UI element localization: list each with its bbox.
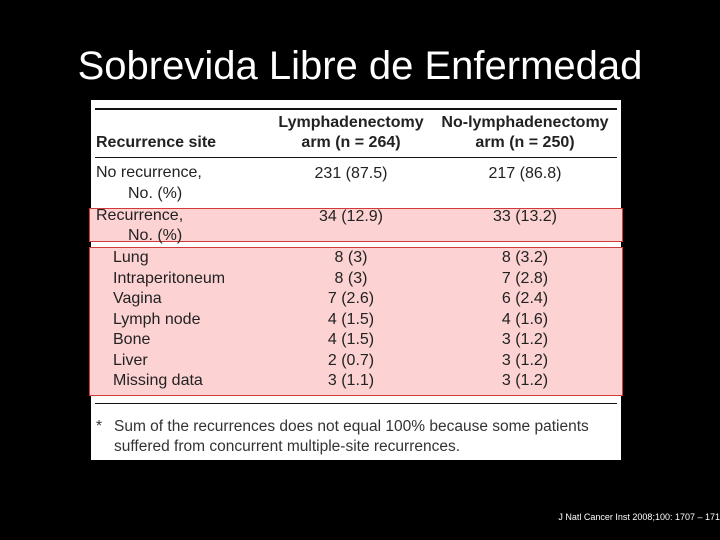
site-lymph-value: 8 (3): [334, 249, 368, 266]
header-recurrence-site: Recurrence site: [96, 134, 217, 151]
header-bottom-rule: [95, 157, 617, 158]
site-lymph-value: 8 (3): [334, 269, 368, 287]
site-lymph-value: 4 (1.5): [327, 331, 375, 348]
recurrence-label: Recurrence,: [96, 207, 184, 224]
site-label: Liver: [113, 351, 148, 369]
recurrence-lymph-value: 34 (12.9): [318, 208, 384, 225]
site-nolymph-value: 3 (1.2): [501, 331, 549, 348]
site-lymph-value: 2 (0.7): [327, 351, 375, 369]
site-nolymph-value: 3 (1.2): [501, 351, 549, 369]
no-recurrence-nolymph-value: 217 (86.8): [488, 165, 562, 182]
site-nolymph-value: 7 (2.8): [501, 269, 549, 287]
site-label: Missing data: [113, 372, 203, 389]
table-bottom-rule: [95, 403, 617, 404]
site-nolymph-value: 8 (3.2): [501, 249, 549, 266]
site-nolymph-value: 3 (1.2): [501, 372, 549, 389]
site-lymph-value: 7 (2.6): [327, 290, 375, 307]
recurrence-sublabel: No. (%): [128, 227, 183, 244]
site-nolymph-value: 4 (1.6): [501, 310, 549, 328]
no-recurrence-sublabel: No. (%): [128, 185, 183, 202]
footnote-text: Sum of the recurrences does not equal 100% because some patients suffered from concurrent multiple-site recurrences.: [114, 418, 589, 455]
recurrence-table-card: [91, 100, 621, 460]
slide-title: Sobrevida Libre de Enfermedad: [77, 44, 643, 88]
site-lymph-value: 4 (1.5): [327, 310, 375, 328]
footnote-mark: *: [96, 418, 103, 435]
site-nolymph-value: 6 (2.4): [501, 290, 549, 307]
site-label: Bone: [113, 331, 151, 348]
site-label: Intraperitoneum: [113, 269, 226, 287]
header-lymph-line2: arm (n = 264): [301, 134, 401, 151]
site-lymph-value: 3 (1.1): [327, 372, 375, 389]
recurrence-nolymph-value: 33 (13.2): [492, 208, 558, 225]
header-lymph-line1: Lymphadenectomy: [278, 114, 424, 131]
table-top-rule: [95, 108, 617, 110]
citation: J Natl Cancer Inst 2008;100: 1707 – 171: [558, 512, 720, 522]
header-nolymph-line2: arm (n = 250): [475, 134, 575, 151]
no-recurrence-lymph-value: 231 (87.5): [314, 165, 388, 182]
site-label: Lymph node: [113, 310, 201, 328]
no-recurrence-label: No recurrence,: [96, 164, 202, 181]
header-nolymph-line1: No-lymphadenectomy: [441, 114, 609, 131]
site-label: Vagina: [113, 290, 162, 307]
site-label: Lung: [113, 249, 149, 266]
